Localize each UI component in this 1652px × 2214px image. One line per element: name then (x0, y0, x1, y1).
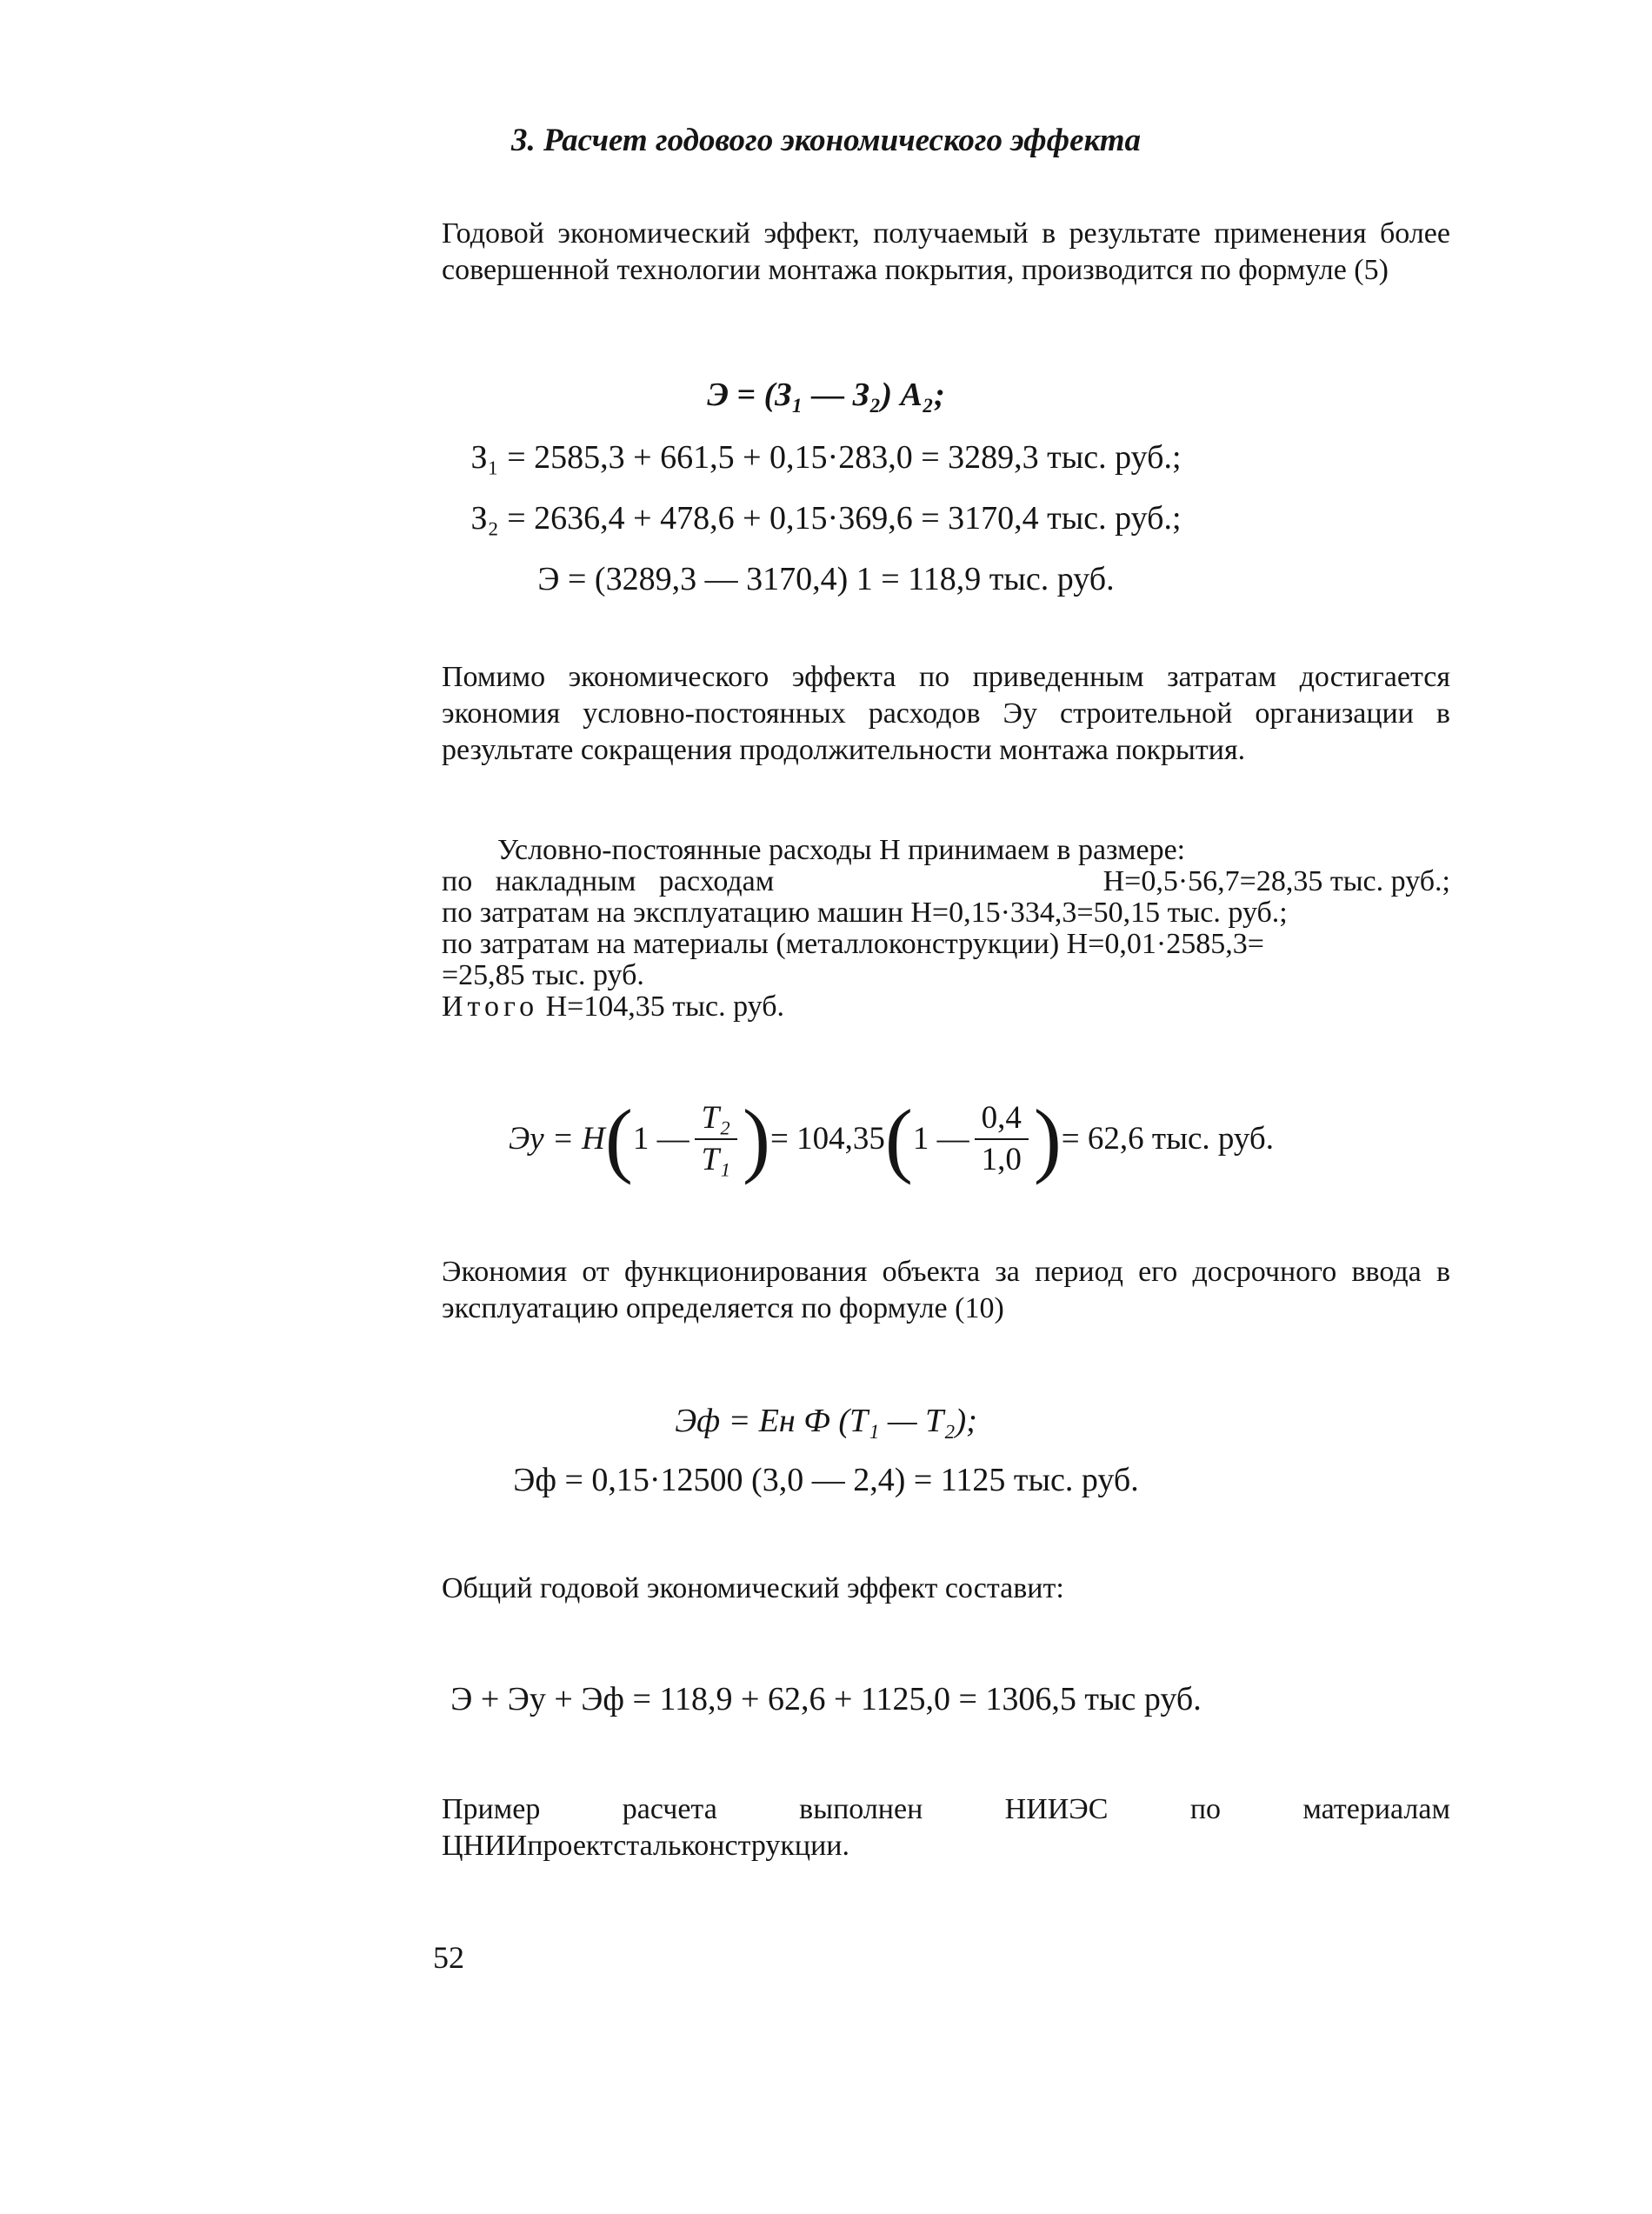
formula-effect: Э = (З₁ — З₂) А₂; (707, 377, 945, 413)
overhead-total (442, 991, 1450, 1023)
overhead-row-1-value: Н=0,5·56,7=28,35 тыс. руб.; (1102, 865, 1450, 897)
paren-close-1: ) (743, 1092, 770, 1185)
overhead-total-value: Н=104,35 тыс. руб. (545, 990, 784, 1023)
formula-mid: = 104,35 (769, 1121, 885, 1157)
paren-open-2: ( (884, 1092, 913, 1185)
paragraph-credit: Пример расчета выполнен НИИЭС по материалам ЦНИИпроектстальконструкции. (442, 1793, 1450, 1862)
overhead-total-label: Итого (442, 990, 539, 1023)
paragraph-early-commissioning: Экономия от функционирования объекта за период его досрочного ввода в эксплуатацию определяется по формуле (10) (442, 1256, 1450, 1324)
fraction-numerator-value: 0,4 (975, 1098, 1029, 1140)
formula-functioning-result: Эф = 0,15·12500 (3,0 — 2,4) = 1125 тыс. руб. (513, 1462, 1139, 1498)
paren-close-2: ) (1033, 1092, 1062, 1185)
overhead-row-1-label: по накладным расходам (442, 865, 775, 897)
formula-lhs: Эу = Н (509, 1121, 605, 1157)
paragraph-total-intro: Общий годовой экономический эффект составит: (442, 1572, 1064, 1604)
paragraph-conditional-costs: Помимо экономического эффекта по приведенным затратам достигается экономия условно-постоянных расходов Эу строительной организации в результате сокращения продолжительности монтажа покрытия. (442, 661, 1450, 766)
overhead-list (442, 835, 1450, 1023)
fraction-values (975, 1098, 1029, 1180)
section-title: 3. Расчет годового экономического эффекта (510, 123, 1142, 158)
page-number: 52 (433, 1940, 464, 1975)
overhead-row-1 (442, 866, 1450, 897)
fraction-t2-t1 (695, 1098, 737, 1180)
overhead-intro: Условно-постоянные расходы Н принимаем в размере: (497, 834, 1186, 866)
paragraph-intro: Годовой экономический эффект, получаемый в результате применения более совершенной технологии монтажа покрытия, производится по формуле (5) (442, 217, 1450, 286)
formula-rhs: = 62,6 тыс. руб. (1061, 1121, 1274, 1157)
overhead-row-2: по затратам на эксплуатацию машин Н=0,15·334,3=50,15 тыс. руб.; (442, 897, 1288, 929)
fraction-denominator-value: 1,0 (981, 1142, 1022, 1177)
fraction-numerator-t2: Т₂ (695, 1098, 737, 1140)
overhead-row-3: по затратам на материалы (металлоконструкции) Н=0,01·2585,3= (442, 928, 1264, 960)
formula-z1: З₁ = 2585,3 + 661,5 + 0,15·283,0 = 3289,3 тыс. руб.; (470, 439, 1182, 476)
overhead-row-4: =25,85 тыс. руб. (442, 959, 644, 991)
formula-z2: З₂ = 2636,4 + 478,6 + 0,15·369,6 = 3170,4 тыс. руб.; (470, 500, 1182, 537)
formula-one-minus-1: 1 — (632, 1121, 689, 1157)
formula-total-effect: Э + Эу + Эф = 118,9 + 62,6 + 1125,0 = 1306,5 тыс руб. (450, 1681, 1202, 1717)
formula-conditional-savings (509, 1087, 1274, 1191)
paren-open-1: ( (604, 1092, 633, 1185)
formula-one-minus-2: 1 — (912, 1121, 969, 1157)
formula-effect-result: Э = (3289,3 — 3170,4) 1 = 118,9 тыс. руб. (537, 561, 1115, 597)
formula-functioning-savings: Эф = Ен Ф (Т₁ — Т₂); (675, 1403, 977, 1439)
fraction-denominator-t1: Т₁ (701, 1142, 731, 1177)
